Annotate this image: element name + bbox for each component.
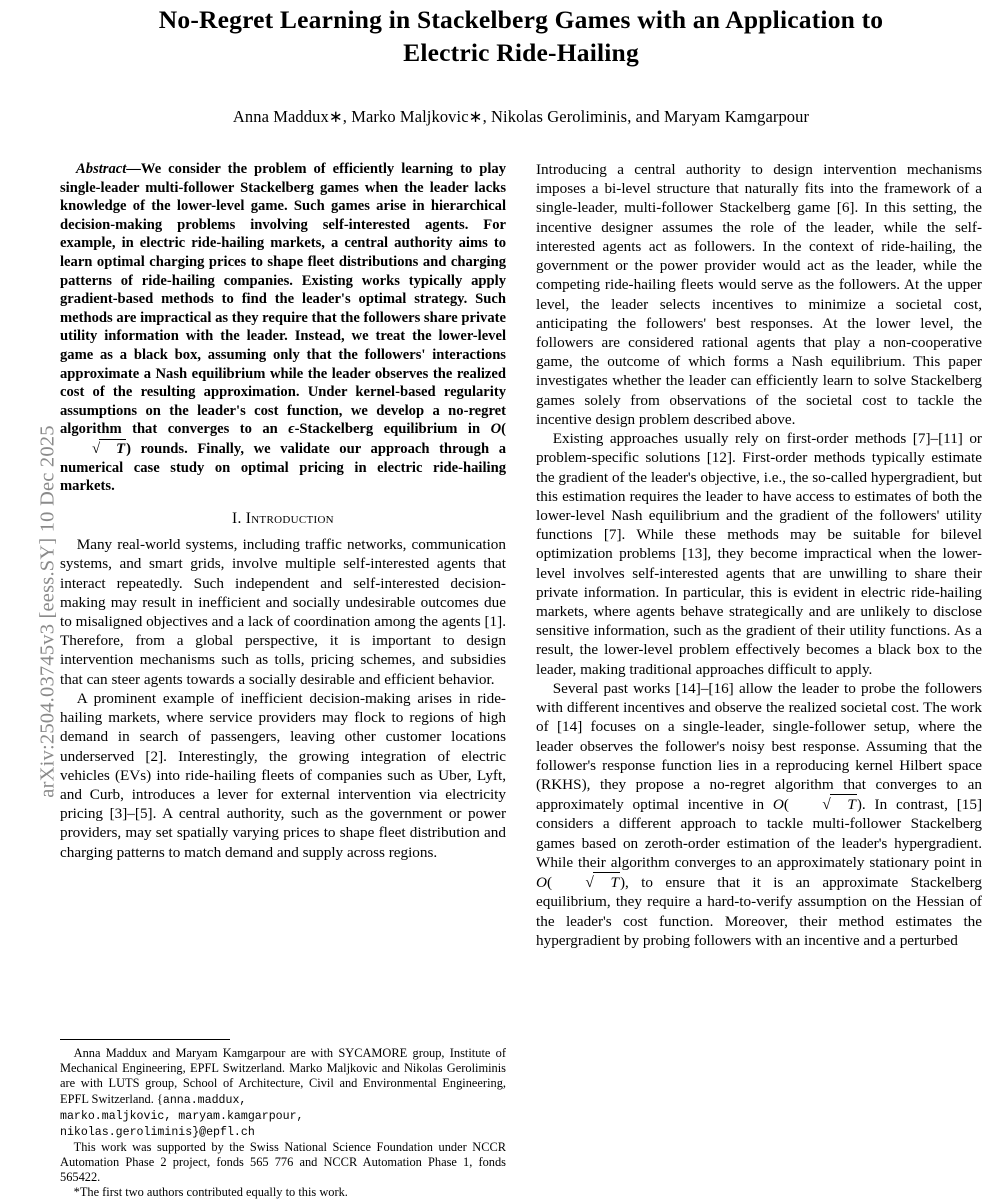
epsilon-symbol: ϵ — [288, 421, 295, 438]
abstract-sqrt: (√ T) — [92, 421, 506, 457]
abstract-label: Abstract— — [76, 161, 141, 177]
sqrt-group: ( √ T) — [546, 874, 626, 892]
footnote-divider — [60, 1039, 230, 1040]
right-column — [536, 160, 982, 1200]
abstract — [60, 160, 506, 496]
paragraph: A prominent example of inefficient decision-making arises in ride-hailing markets, where service providers may flock to regions of high demand in search of passengers, leaving other customer locations underserved [2]. Interestingly, the growing integration of electric vehicles (EVs) into ride-hailing fleets of companies such as Uber, Lyft, and Curb, introduces a lever for external intervention via electricity pricing [3]–[5]. A central authority, such as the government or power providers, may set spatially varying prices to shape fleet distribution and charging patterns to match demand and supply across regions. — [60, 689, 506, 861]
footnote-email-3: nikolas.geroliminis}@epfl.ch — [60, 1125, 255, 1139]
page-title — [60, 0, 982, 69]
paper-content — [60, 0, 982, 1200]
footnote-funding: This work was supported by the Swiss National Science Foundation under NCCR Automation Phase 2 project, fonds 565 776 and NCCR Automation Phase 1, fonds 565422. — [60, 1139, 506, 1184]
footnote-block — [60, 1027, 506, 1200]
sqrt-arg: T — [847, 796, 856, 814]
left-column — [60, 160, 506, 1200]
abstract-sqrt-arg: T — [116, 440, 126, 457]
title-line-1: No-Regret Learning in Stackelberg Games with an Application to — [158, 5, 884, 34]
footnote-email-1: anna.maddux, — [162, 1093, 247, 1107]
footnote-affiliation — [60, 1046, 506, 1139]
title-line-2: Electric Ride-Hailing — [403, 37, 639, 67]
big-o-symbol: O — [490, 421, 502, 438]
paragraph: Introducing a central authority to design intervention mechanisms imposes a bi-level structure that naturally fits into the framework of a single-leader, multi-follower Stackelberg game [6]. In this setting, the incentive designer assumes the role of the leader, while the self-interested agents act as followers. In the context of ride-hailing, the government or the power provider would act as the leader, while the competing ride-hailing fleets would serve as the followers. At the upper level, the leader selects incentives to minimize a societal cost, anticipating the followers' best responses. At the lower level, the followers are considered rational agents that play a non-cooperative game, the outcome of which forms a Nash equilibrium. This paper investigates whether the leader can efficiently learn to solve Stackelberg games solely from observations of the societal cost to tackle the incentive design problem described above. — [536, 161, 982, 428]
paragraph: Many real-world systems, including traffic networks, communication systems, and smart grids, involve multiple self-interested agents that interact repeatedly. Such independent and self-interested decision-making may result in inefficient and socially undesirable outcomes due to misaligned objectives and a lack of coordination among the agents [1]. Therefore, from a global perspective, it is important to design intervention mechanisms such as tolls, pricing schemes, and subsidies that can steer agents towards a socially desirable and efficient behavior. — [60, 536, 506, 688]
big-o-symbol: O — [772, 796, 784, 814]
paragraph-part-3: , to ensure that it is an approximate Stackelberg equilibrium, they require a hard-to-verify assumption on the Hessian of the leader's cost function. Moreover, their method estimates the hypergradient by probing followers with an incentive and a perturbed — [536, 874, 982, 949]
sqrt-group: ( √ T) — [783, 796, 862, 814]
paragraph-part-1: Several past works [14]–[16] allow the leader to probe the followers with different incentives and observe the realized societal cost. The work of [14] focuses on a single-leader, single-follower setup, where the leader observes the follower's noisy best response. Assuming that the follower's response function lies in a reproducing kernel Hilbert space (RKHS), they propose a no-regret algorithm that converges to an approximately optimal incentive in — [536, 679, 982, 814]
paragraph-part-2: . In contrast, [15] considers a different approach to tackle multi-follower Stackelberg games based on zeroth-order estimation of the leader's hypergradient. While their algorithm converges to an approximately stationary point in — [536, 796, 982, 871]
footnote-email-2: marko.maljkovic, maryam.kamgarpour, — [60, 1109, 304, 1123]
big-o-symbol: O — [536, 874, 547, 892]
author-list: Anna Maddux∗, Marko Maljkovic∗, Nikolas Geroliminis, and Maryam Kamgarpour — [232, 107, 810, 127]
arxiv-stamp: arXiv:2504.03745v3 [eess.SY] 10 Dec 2025 — [36, 425, 59, 798]
two-column-body — [60, 160, 982, 1200]
abstract-part-2: -Stackelberg equilibrium in — [294, 421, 491, 438]
footnote-affiliation-text: Anna Maddux and Maryam Kamgarpour are with SYCAMORE group, Institute of Mechanical Engineering, EPFL Switzerland. Marko Maljkovic and Nikolas Geroliminis are with LUTS group, School of Architecture, Civil and Environmental Engineering, EPFL Switzerland. { — [60, 1046, 506, 1106]
sqrt-arg: T — [610, 874, 619, 892]
footnote-equal-contribution: *The first two authors contributed equally to this work. — [73, 1184, 348, 1199]
paragraph-partial — [536, 679, 982, 950]
abstract-part-1: We consider the problem of efficiently learning to play single-leader multi-follower Stackelberg games when the leader lacks knowledge of the lower-level game. Such games arise in hierarchical decision-making problems involving self-interested agents. For example, in electric ride-hailing markets, a central authority aims to learn optimal charging prices to shape fleet distributions and charging patterns of ride-hailing companies. Existing works typically apply gradient-based methods to find the leader's optimal strategy. Such methods are impractical as they require that the followers share private utility information with the leader. Instead, we treat the lower-level game as a black box, assuming only that the followers' interactions approximate a Nash equilibrium while the leader observes the realized cost of the resulting approximation. Under kernel-based regularity assumptions on the leader's cost function, we develop a no-regret algorithm that converges to an — [60, 161, 506, 438]
section-heading-introduction: I. Introduction — [232, 509, 334, 527]
abstract-part-3: rounds. Finally, we validate our approach through a numerical case study on optimal pricing in electric ride-hailing markets. — [60, 440, 506, 495]
paragraph: Existing approaches usually rely on first-order methods [7]–[11] or problem-specific solutions [12]. First-order methods typically estimate the gradient of the leader's objective, i.e., the so-called hypergradient, but this estimation requires the leader to have access to estimates of both the lower-level Nash equilibrium and the gradient of the followers' utility functions [7]. While these methods may be suitable for bilevel optimization problems [13], they become impractical when the lower-level involves self-interested agents that are unwilling to share their private information. In particular, this is evident in electric ride-hailing markets, where agents behave strategically and are unlikely to disclose sensitive information, such as the gradient of their utility functions. As a result, the lower-level problem effectively becomes a black box to the leader, making traditional approaches difficult to apply. — [536, 430, 982, 678]
